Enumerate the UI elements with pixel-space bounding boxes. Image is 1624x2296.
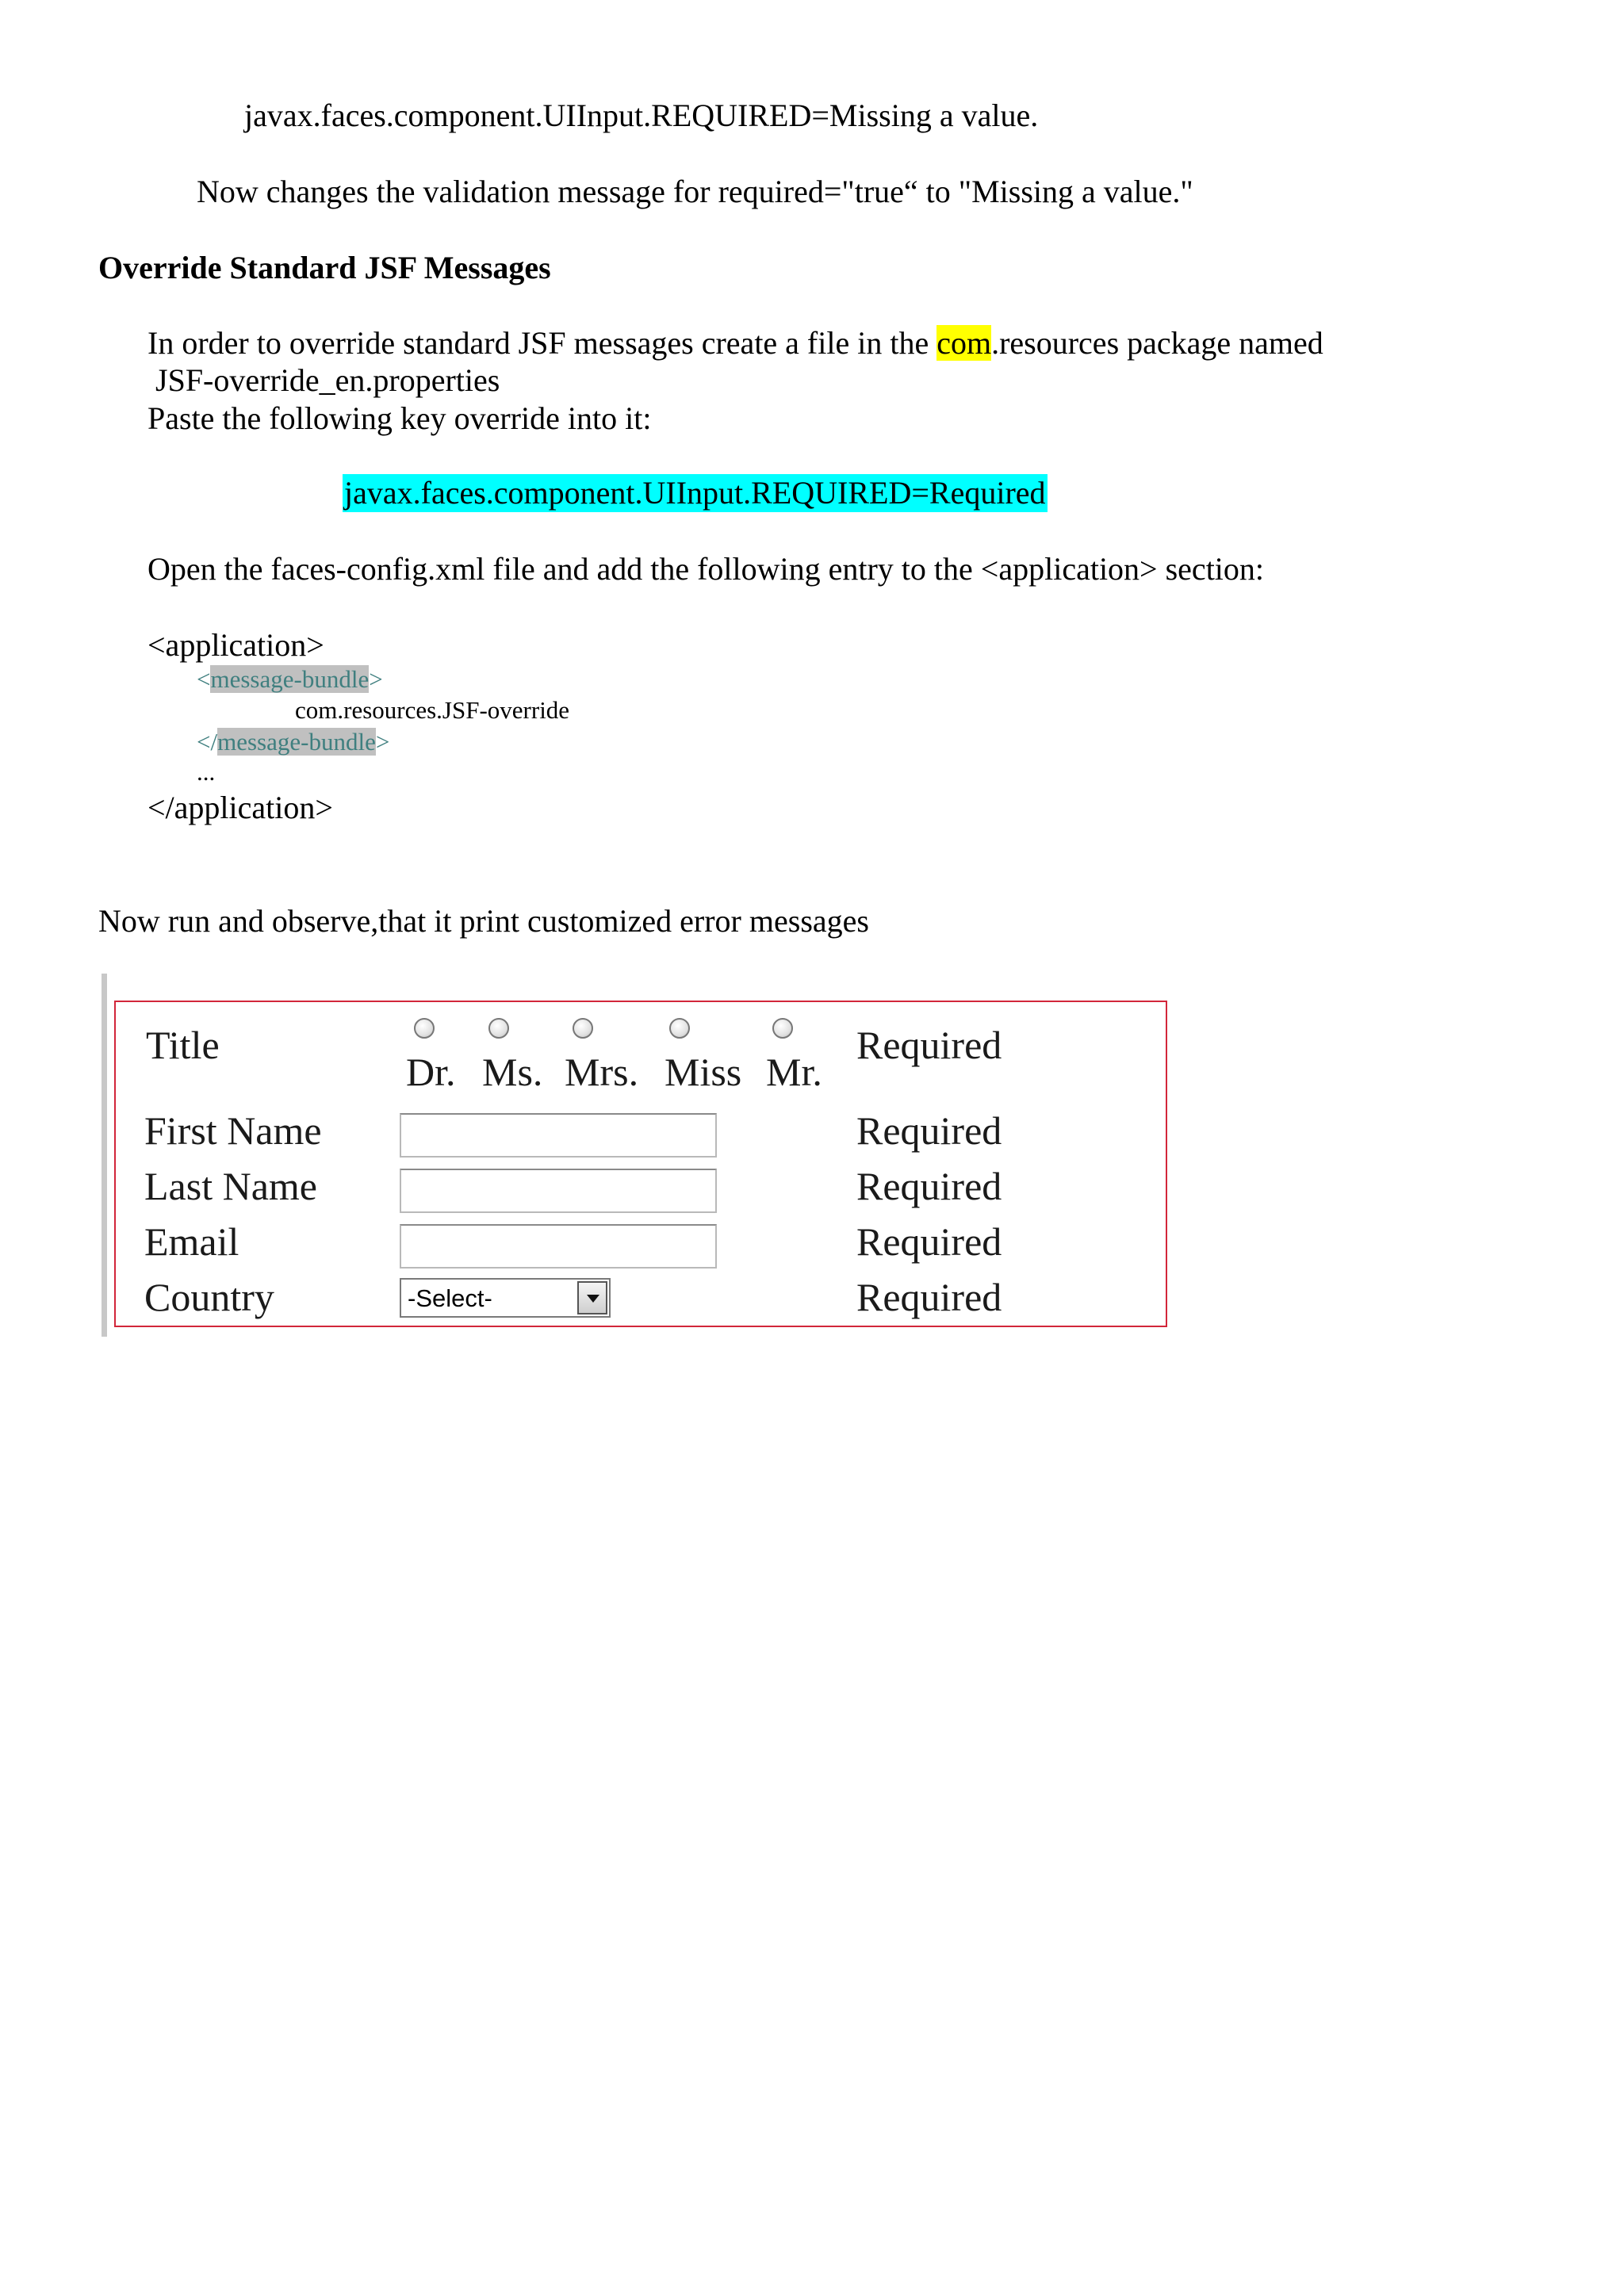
properties-filename: JSF-override_en.properties: [155, 362, 500, 398]
xml-message-bundle-close: [197, 727, 389, 757]
country-selected-value: -Select-: [408, 1284, 492, 1312]
xml-lt-slash: </: [197, 728, 218, 756]
first-name-label: First Name: [144, 1108, 322, 1153]
country-label: Country: [144, 1275, 274, 1319]
radio-label-ms: Ms.: [482, 1050, 543, 1094]
section-heading: Override Standard JSF Messages: [98, 250, 551, 285]
instructions-text-end: .resources package named: [991, 325, 1323, 361]
radio-label-miss: Miss: [665, 1050, 742, 1094]
xml-tag-name: message-bundle: [210, 665, 370, 693]
form-screenshot: [102, 974, 1172, 1337]
radio-miss[interactable]: [669, 1018, 690, 1039]
faces-config-instruction: Open the faces-config.xml file and add the following entry to the <application> section:: [147, 551, 1265, 587]
property-key-required: javax.faces.component.UIInput.REQUIRED=Required: [344, 475, 1046, 511]
xml-tag-name: message-bundle: [217, 728, 376, 756]
radio-mrs[interactable]: [573, 1018, 593, 1039]
dropdown-button[interactable]: [577, 1281, 607, 1314]
last-name-label: Last Name: [144, 1164, 317, 1208]
instructions-paragraph: [147, 324, 1323, 362]
screenshot-edge: [102, 974, 107, 1337]
xml-message-bundle-open: [197, 664, 383, 695]
xml-gt: >: [375, 728, 390, 756]
xml-lt: <: [197, 665, 211, 693]
first-name-input[interactable]: [400, 1113, 717, 1158]
last-name-required-message: Required: [856, 1164, 1002, 1208]
radio-mr[interactable]: [772, 1018, 793, 1039]
email-input[interactable]: [400, 1224, 717, 1269]
chevron-down-icon: [587, 1295, 599, 1303]
run-observe-note: Now run and observe,that it print customized error messages: [98, 903, 869, 939]
title-label: Title: [146, 1023, 220, 1067]
xml-bundle-value: com.resources.JSF-override: [295, 696, 570, 724]
radio-ms[interactable]: [488, 1018, 509, 1039]
radio-dr[interactable]: [414, 1018, 435, 1039]
radio-label-dr: Dr.: [406, 1050, 456, 1094]
title-required-message: Required: [856, 1023, 1002, 1067]
instructions-text-start: In order to override standard JSF messages create a file in the: [147, 325, 937, 361]
country-select[interactable]: [400, 1278, 611, 1318]
email-required-message: Required: [856, 1219, 1002, 1264]
xml-application-open: <application>: [147, 627, 324, 663]
property-key-missing-value: javax.faces.component.UIInput.REQUIRED=Missing a value.: [244, 98, 1039, 133]
highlighted-package-name: com: [936, 325, 992, 361]
country-required-message: Required: [856, 1275, 1002, 1319]
first-name-required-message: Required: [856, 1108, 1002, 1153]
radio-label-mrs: Mrs.: [565, 1050, 639, 1094]
xml-application-close: </application>: [147, 790, 333, 825]
paste-instruction: Paste the following key override into it:: [147, 400, 652, 436]
xml-gt: >: [369, 665, 383, 693]
radio-label-mr: Mr.: [766, 1050, 822, 1094]
xml-ellipsis: ...: [197, 758, 216, 786]
validation-message-note: Now changes the validation message for required="true“ to "Missing a value.": [197, 174, 1193, 209]
email-label: Email: [144, 1219, 239, 1264]
last-name-input[interactable]: [400, 1169, 717, 1213]
